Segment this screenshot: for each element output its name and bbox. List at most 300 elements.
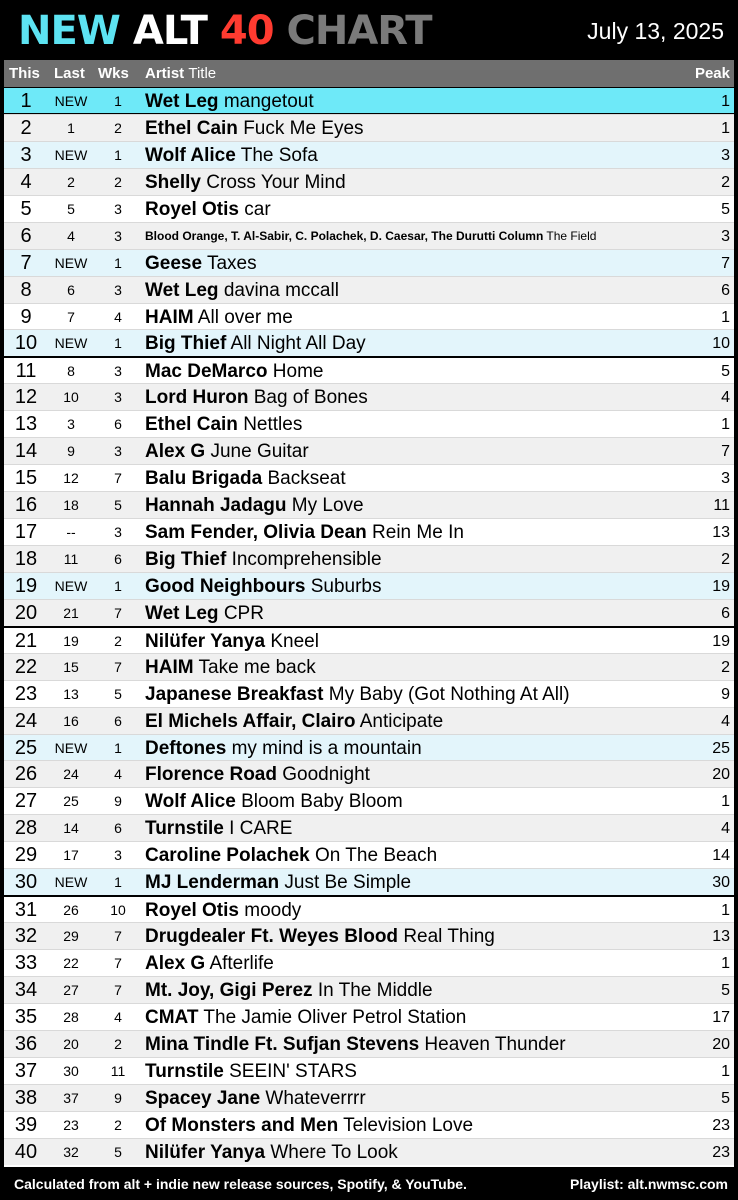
weeks-on-chart: 3 xyxy=(114,443,122,460)
peak-position: 11 xyxy=(713,497,730,515)
song-title: My Love xyxy=(291,495,364,517)
artist-name: Lord Huron xyxy=(145,387,249,409)
rank-this-week: 12 xyxy=(14,386,38,409)
peak-position: 23 xyxy=(712,1143,730,1161)
artist-name: Ethel Cain xyxy=(145,117,238,139)
rank-this-week: 37 xyxy=(14,1059,38,1082)
title-new: NEW xyxy=(18,8,120,54)
song-title: moody xyxy=(244,900,302,922)
chart-row xyxy=(4,707,734,734)
peak-position: 1 xyxy=(721,308,730,326)
chart-footer xyxy=(0,1167,738,1200)
song-title: Whateverrrr xyxy=(265,1087,366,1109)
rank-this-week: 35 xyxy=(14,1005,38,1028)
chart-row xyxy=(4,787,734,814)
column-peak: Peak xyxy=(694,65,730,82)
rank-last-week: 26 xyxy=(63,902,79,919)
artist-name: Deftones xyxy=(145,737,227,759)
artist-name: Ethel Cain xyxy=(145,414,238,436)
artist-name: Of Monsters and Men xyxy=(145,1114,339,1136)
song-title: Cross Your Mind xyxy=(206,171,346,193)
song-title: Fuck Me Eyes xyxy=(243,117,364,139)
rank-this-week: 9 xyxy=(20,305,32,328)
artist-name: Nilüfer Yanya xyxy=(145,630,266,652)
chart-row xyxy=(4,572,734,599)
title-alt: ALT xyxy=(132,8,207,54)
song-entry xyxy=(145,546,382,573)
peak-position: 6 xyxy=(721,281,730,299)
rank-last-week: -- xyxy=(66,524,76,540)
song-entry xyxy=(145,384,368,411)
weeks-on-chart: 4 xyxy=(114,1008,122,1025)
chart-row xyxy=(4,1030,734,1057)
rank-this-week: 25 xyxy=(14,736,38,759)
rank-last-week: 10 xyxy=(63,389,79,406)
rank-last-week: 22 xyxy=(63,955,79,971)
rank-this-week: 10 xyxy=(14,332,38,355)
rank-last-week: 9 xyxy=(67,443,75,460)
peak-position: 17 xyxy=(712,1008,730,1026)
song-title: Real Thing xyxy=(403,926,495,948)
peak-position: 2 xyxy=(721,173,730,191)
rank-this-week: 16 xyxy=(14,494,38,517)
artist-name: Wet Leg xyxy=(145,602,219,624)
footer-note: Calculated from alt + indie new release sources, Spotify, & YouTube. xyxy=(14,1176,467,1192)
rank-this-week: 39 xyxy=(14,1113,38,1136)
rank-this-week: 6 xyxy=(20,224,32,247)
chart-row xyxy=(4,895,734,922)
song-title: In The Middle xyxy=(317,979,433,1001)
weeks-on-chart: 4 xyxy=(114,766,122,783)
column-last: Last xyxy=(54,65,85,82)
song-title: Taxes xyxy=(206,252,257,274)
artist-name: Wolf Alice xyxy=(145,791,236,813)
song-entry xyxy=(145,977,433,1004)
rank-this-week: 2 xyxy=(20,116,32,139)
weeks-on-chart: 7 xyxy=(114,955,122,971)
song-entry xyxy=(145,411,302,438)
rank-last-week: 23 xyxy=(63,1116,79,1133)
artist-name: Mina Tindle Ft. Sufjan Stevens xyxy=(145,1033,420,1055)
song-title: All over me xyxy=(197,306,293,328)
artist-name: Florence Road xyxy=(145,764,277,786)
rank-last-week: 28 xyxy=(63,1008,79,1025)
rank-this-week: 40 xyxy=(14,1140,38,1163)
chart-row xyxy=(4,814,734,841)
chart-row xyxy=(4,949,734,976)
song-entry xyxy=(145,438,309,465)
weeks-on-chart: 3 xyxy=(114,227,122,244)
song-entry xyxy=(145,358,323,385)
rank-this-week: 27 xyxy=(14,790,38,813)
column-title: Title xyxy=(188,65,217,82)
song-entry xyxy=(145,330,366,357)
song-entry xyxy=(145,761,370,788)
artist-name: Wolf Alice xyxy=(145,144,236,166)
song-entry xyxy=(145,897,301,924)
artist-name: Drugdealer Ft. Weyes Blood xyxy=(145,926,399,948)
artist-name: Wet Leg xyxy=(145,279,219,301)
song-entry xyxy=(145,1058,357,1085)
weeks-on-chart: 5 xyxy=(114,497,122,514)
rank-last-week: 20 xyxy=(63,1035,79,1052)
peak-position: 14 xyxy=(712,847,730,865)
song-title: Incomprehensible xyxy=(231,548,382,570)
artist-name: Balu Brigada xyxy=(145,468,263,490)
song-title: CPR xyxy=(223,602,264,624)
song-entry xyxy=(145,196,271,223)
chart-row xyxy=(4,599,734,626)
peak-position: 4 xyxy=(721,820,730,838)
rank-this-week: 13 xyxy=(14,413,38,436)
peak-position: 5 xyxy=(721,363,730,381)
peak-position: 3 xyxy=(721,146,730,164)
peak-position: 4 xyxy=(721,389,730,407)
column-artist-title xyxy=(145,66,216,82)
weeks-on-chart: 7 xyxy=(114,604,122,621)
song-title: Backseat xyxy=(267,468,346,490)
chart-row xyxy=(4,168,734,195)
peak-position: 19 xyxy=(712,632,730,650)
chart-date: July 13, 2025 xyxy=(587,18,724,44)
chart-row xyxy=(4,356,734,383)
song-entry xyxy=(145,519,464,546)
song-title: On The Beach xyxy=(315,845,438,867)
chart-row xyxy=(4,653,734,680)
rank-this-week: 22 xyxy=(14,655,38,678)
weeks-on-chart: 1 xyxy=(114,874,122,891)
song-entry xyxy=(145,250,257,277)
weeks-on-chart: 3 xyxy=(114,281,122,298)
artist-name: CMAT xyxy=(145,1006,199,1028)
weeks-on-chart: 2 xyxy=(114,632,122,649)
weeks-on-chart: 2 xyxy=(114,173,122,190)
artist-name: HAIM xyxy=(145,306,194,328)
weeks-on-chart: 3 xyxy=(114,847,122,864)
peak-position: 4 xyxy=(721,712,730,730)
artist-name: Royel Otis xyxy=(145,198,239,220)
rank-this-week: 32 xyxy=(14,925,38,948)
song-title: Kneel xyxy=(270,630,319,652)
song-entry xyxy=(145,923,495,950)
rank-last-week: NEW xyxy=(54,739,88,756)
song-entry xyxy=(145,842,437,869)
rank-this-week: 3 xyxy=(20,143,32,166)
weeks-on-chart: 1 xyxy=(114,577,122,594)
weeks-on-chart: 7 xyxy=(114,470,122,487)
rank-last-week: 2 xyxy=(67,173,75,190)
chart-row xyxy=(4,868,734,895)
song-entry xyxy=(145,1112,473,1139)
song-entry xyxy=(145,1031,566,1058)
peak-position: 1 xyxy=(721,119,730,137)
rank-this-week: 8 xyxy=(20,278,32,301)
peak-position: 20 xyxy=(712,1035,730,1053)
weeks-on-chart: 5 xyxy=(114,685,122,702)
rank-this-week: 28 xyxy=(14,817,38,840)
column-artist: Artist xyxy=(145,65,185,82)
chart-row xyxy=(4,1057,734,1084)
rank-last-week: 14 xyxy=(63,820,79,837)
song-title: Heaven Thunder xyxy=(424,1033,566,1055)
weeks-on-chart: 9 xyxy=(114,1089,122,1106)
rank-this-week: 7 xyxy=(20,251,32,274)
peak-position: 2 xyxy=(721,550,730,568)
weeks-on-chart: 3 xyxy=(114,389,122,406)
song-entry xyxy=(145,600,264,627)
artist-name: Turnstile xyxy=(145,818,224,840)
rank-last-week: 16 xyxy=(63,712,79,729)
weeks-on-chart: 6 xyxy=(114,712,122,729)
peak-position: 2 xyxy=(721,658,730,676)
peak-position: 6 xyxy=(721,604,730,622)
song-entry xyxy=(145,115,364,142)
artist-name: Big Thief xyxy=(145,548,227,570)
chart-row xyxy=(4,760,734,787)
chart-row xyxy=(4,626,734,653)
chart-row xyxy=(4,1084,734,1111)
rank-this-week: 5 xyxy=(20,197,32,220)
playlist-link[interactable]: Playlist: alt.nwmsc.com xyxy=(570,1176,728,1192)
song-entry xyxy=(145,950,274,977)
song-entry xyxy=(145,815,292,842)
song-entry xyxy=(145,492,364,519)
chart-row xyxy=(4,437,734,464)
song-entry xyxy=(145,869,411,896)
song-title: my mind is a mountain xyxy=(231,737,422,759)
song-title: mangetout xyxy=(223,91,314,112)
artist-name: Good Neighbours xyxy=(145,575,306,597)
song-entry xyxy=(145,223,596,250)
song-title: Take me back xyxy=(198,656,316,678)
rank-this-week: 23 xyxy=(14,682,38,705)
peak-position: 20 xyxy=(712,766,730,784)
peak-position: 3 xyxy=(721,227,730,245)
peak-position: 5 xyxy=(721,981,730,999)
chart-row xyxy=(4,410,734,437)
song-title: My Baby (Got Nothing At All) xyxy=(328,683,570,705)
artist-name: Caroline Polachek xyxy=(145,845,310,867)
title-number: 40 xyxy=(219,8,274,54)
artist-name: Turnstile xyxy=(145,1060,224,1082)
rank-last-week: 7 xyxy=(67,308,75,325)
chart-row xyxy=(4,1003,734,1030)
chart-row xyxy=(4,841,734,868)
rank-this-week: 38 xyxy=(14,1086,38,1109)
rank-this-week: 21 xyxy=(14,629,38,652)
chart-row xyxy=(4,329,734,356)
song-entry xyxy=(145,465,346,492)
song-title: Rein Me In xyxy=(372,522,464,543)
song-entry xyxy=(145,573,382,600)
rank-last-week: 8 xyxy=(67,363,75,380)
rank-this-week: 36 xyxy=(14,1032,38,1055)
song-entry xyxy=(145,708,443,735)
weeks-on-chart: 6 xyxy=(114,416,122,433)
artist-name: Sam Fender, Olivia Dean xyxy=(145,522,367,543)
weeks-on-chart: 11 xyxy=(110,1062,126,1079)
artist-name: Mt. Joy, Gigi Perez xyxy=(145,979,313,1001)
song-title: Nettles xyxy=(243,414,303,436)
chart-row xyxy=(4,518,734,545)
rank-this-week: 11 xyxy=(15,360,37,383)
rank-last-week: NEW xyxy=(54,874,88,891)
song-title: I CARE xyxy=(229,818,293,840)
rank-last-week: 11 xyxy=(63,550,79,567)
rank-this-week: 24 xyxy=(14,709,38,732)
rank-last-week: NEW xyxy=(54,577,88,594)
artist-name: Shelly xyxy=(145,171,201,193)
song-title: Anticipate xyxy=(359,710,444,732)
rank-this-week: 14 xyxy=(14,440,38,463)
rank-last-week: 12 xyxy=(63,470,79,487)
rank-last-week: 17 xyxy=(63,847,79,864)
chart-row xyxy=(4,464,734,491)
rank-last-week: NEW xyxy=(54,146,88,163)
chart-row xyxy=(4,383,734,410)
weeks-on-chart: 5 xyxy=(114,1143,122,1160)
song-title: SEEIN' STARS xyxy=(229,1060,357,1082)
artist-name: Mac DeMarco xyxy=(145,361,268,383)
peak-position: 5 xyxy=(721,200,730,218)
song-title: Goodnight xyxy=(282,764,370,786)
rank-this-week: 19 xyxy=(14,574,38,597)
rank-this-week: 17 xyxy=(14,521,38,543)
peak-position: 23 xyxy=(712,1116,730,1134)
rank-last-week: 37 xyxy=(63,1089,79,1106)
rank-last-week: NEW xyxy=(54,335,88,352)
title-chart: CHART xyxy=(286,8,432,54)
rank-last-week: 3 xyxy=(67,416,75,433)
artist-name: El Michels Affair, Clairo xyxy=(145,710,356,732)
peak-position: 25 xyxy=(712,739,730,757)
artist-name: Alex G xyxy=(145,441,206,463)
weeks-on-chart: 1 xyxy=(114,335,122,352)
chart-header xyxy=(0,0,738,60)
weeks-on-chart: 6 xyxy=(114,550,122,567)
artist-name: Big Thief xyxy=(145,333,227,355)
song-entry xyxy=(145,88,314,115)
rank-this-week: 20 xyxy=(14,601,38,624)
chart-row xyxy=(4,303,734,330)
rank-last-week: 6 xyxy=(67,281,75,298)
rank-this-week: 26 xyxy=(14,763,38,786)
weeks-on-chart: 2 xyxy=(114,1116,122,1133)
chart-row xyxy=(4,87,734,114)
chart-row xyxy=(4,491,734,518)
peak-position: 10 xyxy=(712,335,730,353)
rank-last-week: 4 xyxy=(67,227,75,244)
song-entry xyxy=(145,628,319,655)
song-entry xyxy=(145,169,346,196)
chart-row xyxy=(4,734,734,761)
artist-name: Spacey Jane xyxy=(145,1087,261,1109)
peak-position: 3 xyxy=(721,470,730,488)
peak-position: 1 xyxy=(721,793,730,811)
chart-title xyxy=(18,6,432,56)
rank-last-week: 13 xyxy=(63,685,79,702)
song-title: Just Be Simple xyxy=(284,872,412,894)
peak-position: 13 xyxy=(712,928,730,946)
song-entry xyxy=(145,277,339,304)
song-title: All Night All Day xyxy=(230,333,366,355)
song-title: Suburbs xyxy=(310,575,382,597)
weeks-on-chart: 7 xyxy=(114,981,122,998)
rank-last-week: 30 xyxy=(63,1062,79,1079)
chart-row xyxy=(4,141,734,168)
chart-row xyxy=(4,976,734,1003)
artist-name: Japanese Breakfast xyxy=(145,683,324,705)
song-entry xyxy=(145,1139,398,1166)
song-title: June Guitar xyxy=(210,441,309,463)
peak-position: 13 xyxy=(712,524,730,541)
rank-last-week: 25 xyxy=(63,793,79,810)
weeks-on-chart: 1 xyxy=(114,254,122,271)
chart-row xyxy=(4,114,734,141)
rank-this-week: 30 xyxy=(14,871,38,894)
weeks-on-chart: 7 xyxy=(114,928,122,945)
chart-row xyxy=(4,222,734,249)
rank-this-week: 4 xyxy=(20,170,32,193)
rank-last-week: 27 xyxy=(63,981,79,998)
peak-position: 5 xyxy=(721,1089,730,1107)
artist-name: Wet Leg xyxy=(145,91,219,112)
artist-name: Blood Orange, T. Al-Sabir, C. Polachek, D. Caesar, The Durutti Column xyxy=(145,228,544,243)
peak-position: 19 xyxy=(712,577,730,595)
peak-position: 7 xyxy=(721,443,730,461)
rank-this-week: 33 xyxy=(14,952,38,974)
rank-this-week: 1 xyxy=(20,90,32,112)
chart-row xyxy=(4,249,734,276)
weeks-on-chart: 4 xyxy=(114,308,122,325)
column-header-bar xyxy=(4,60,734,87)
song-title: Home xyxy=(272,361,324,383)
song-entry xyxy=(145,681,570,708)
artist-name: Royel Otis xyxy=(145,900,239,922)
rank-this-week: 29 xyxy=(14,844,38,867)
weeks-on-chart: 3 xyxy=(114,200,122,217)
artist-name: Geese xyxy=(145,252,203,274)
chart-row xyxy=(4,545,734,572)
song-title: Bloom Baby Bloom xyxy=(241,791,403,813)
song-entry xyxy=(145,304,293,331)
song-title: The Field xyxy=(546,228,597,243)
rank-last-week: 21 xyxy=(63,604,79,621)
weeks-on-chart: 2 xyxy=(114,1035,122,1052)
rank-this-week: 18 xyxy=(14,547,38,570)
rank-last-week: NEW xyxy=(54,254,88,271)
weeks-on-chart: 9 xyxy=(114,793,122,810)
song-entry xyxy=(145,788,403,815)
song-entry xyxy=(145,735,422,762)
weeks-on-chart: 1 xyxy=(114,739,122,756)
peak-position: 30 xyxy=(712,874,730,892)
peak-position: 1 xyxy=(721,93,730,110)
artist-name: Nilüfer Yanya xyxy=(145,1141,266,1163)
weeks-on-chart: 1 xyxy=(114,146,122,163)
peak-position: 9 xyxy=(721,685,730,703)
rank-this-week: 15 xyxy=(14,467,38,490)
rank-last-week: 18 xyxy=(63,497,79,514)
song-title: Television Love xyxy=(343,1114,474,1136)
song-title: Afterlife xyxy=(209,953,274,974)
song-title: The Jamie Oliver Petrol Station xyxy=(203,1006,467,1028)
peak-position: 1 xyxy=(721,416,730,434)
chart-table xyxy=(4,87,734,1167)
song-title: car xyxy=(244,198,271,220)
column-wks: Wks xyxy=(98,65,129,82)
rank-last-week: 29 xyxy=(63,928,79,945)
